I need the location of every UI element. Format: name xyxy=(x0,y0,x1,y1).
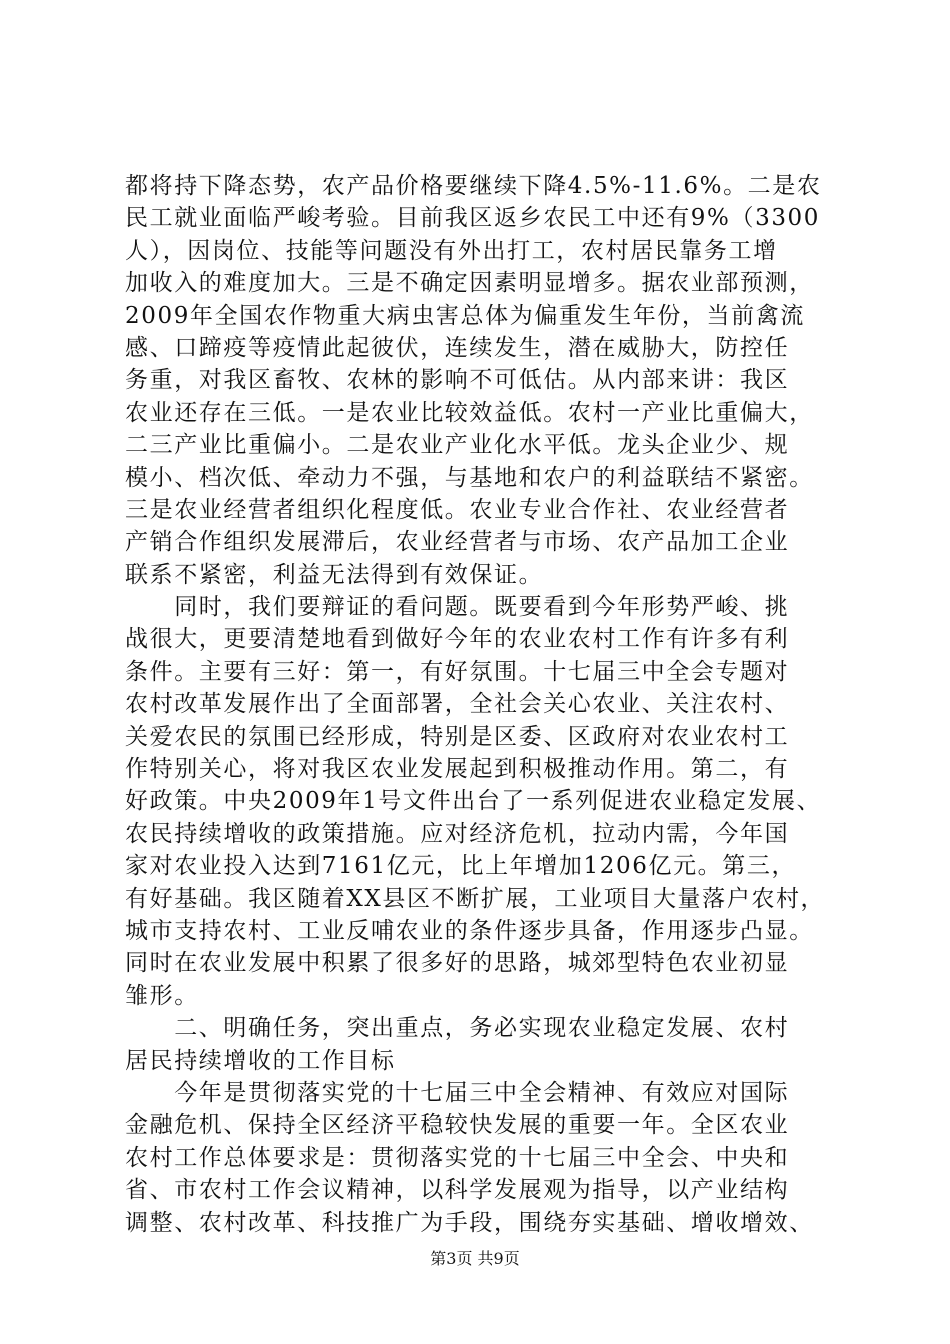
text-line: 调整、农村改革、科技推广为手段，围绕夯实基础、增收增效、 xyxy=(125,1209,814,1236)
text-line: 二、明确任务，突出重点，务必实现农业稳定发展、农村 xyxy=(125,1015,790,1042)
text-line: 战很大，更要清楚地看到做好今年的农业农村工作有许多有利 xyxy=(125,626,790,653)
text-line: 加收入的难度加大。三是不确定因素明显增多。据农业部预测， xyxy=(125,270,814,297)
text-line: 农民持续增收的政策措施。应对经济危机，拉动内需，今年国 xyxy=(125,820,790,847)
text-line: 农村改革发展作出了全面部署，全社会关心农业、关注农村、 xyxy=(125,691,790,718)
text-line: 都将持下降态势，农产品价格要继续下降4.5%-11.6%。二是农 xyxy=(125,173,822,199)
text-line: 居民持续增收的工作目标 xyxy=(125,1047,396,1074)
body-text xyxy=(125,170,845,1239)
text-line: 模小、档次低、牵动力不强，与基地和农户的利益联结不紧密。 xyxy=(125,464,814,491)
text-line: 农村工作总体要求是：贯彻落实党的十七届三中全会、中央和 xyxy=(125,1144,790,1171)
text-line: 有好基础。我区随着XX县区不断扩展，工业项目大量落户农村， xyxy=(125,885,826,912)
text-line: 省、市农村工作会议精神，以科学发展观为指导，以产业结构 xyxy=(125,1177,790,1204)
text-line: 民工就业面临严峻考验。目前我区返乡农民工中还有9%（3300 xyxy=(125,205,821,232)
text-line: 同时，我们要辩证的看问题。既要看到今年形势严峻、挑 xyxy=(125,594,790,621)
text-line: 家对农业投入达到7161亿元，比上年增加1206亿元。第三， xyxy=(125,853,797,880)
text-line: 今年是贯彻落实党的十七届三中全会精神、有效应对国际 xyxy=(125,1079,790,1106)
text-line: 联系不紧密，利益无法得到有效保证。 xyxy=(125,561,544,588)
text-line: 三是农业经营者组织化程度低。农业专业合作社、农业经营者 xyxy=(125,496,790,523)
text-line: 人），因岗位、技能等问题没有外出打工，农村居民靠务工增 xyxy=(125,237,778,264)
text-line: 产销合作组织发展滞后，农业经营者与市场、农产品加工企业 xyxy=(125,529,790,556)
text-line: 关爱农民的氛围已经形成，特别是区委、区政府对农业农村工 xyxy=(125,723,790,750)
text-line: 农业还存在三低。一是农业比较效益低。农村一产业比重偏大， xyxy=(125,399,814,426)
page-footer: 第3页 共9页 xyxy=(430,1249,520,1268)
text-line: 城市支持农村、工业反哺农业的条件逐步具备，作用逐步凸显。 xyxy=(125,917,814,944)
text-line: 同时在农业发展中积累了很多好的思路，城郊型特色农业初显 xyxy=(125,950,790,977)
text-line: 条件。主要有三好：第一，有好氛围。十七届三中全会专题对 xyxy=(125,658,790,685)
text-line: 二三产业比重偏小。二是农业产业化水平低。龙头企业少、规 xyxy=(125,432,790,459)
text-line: 务重，对我区畜牧、农林的影响不可低估。从内部来讲：我区 xyxy=(125,367,790,394)
text-line: 作特别关心，将对我区农业发展起到积极推动作用。第二，有 xyxy=(125,756,790,783)
text-line: 感、口蹄疫等疫情此起彼伏，连续发生，潜在威胁大，防控任 xyxy=(125,334,790,361)
text-line: 好政策。中央2009年1号文件出台了一系列促进农业稳定发展、 xyxy=(125,788,822,815)
text-line: 2009年全国农作物重大病虫害总体为偏重发生年份，当前禽流 xyxy=(125,302,805,329)
text-line: 金融危机、保持全区经济平稳较快发展的重要一年。全区农业 xyxy=(125,1112,790,1139)
text-line: 雏形。 xyxy=(125,982,199,1009)
